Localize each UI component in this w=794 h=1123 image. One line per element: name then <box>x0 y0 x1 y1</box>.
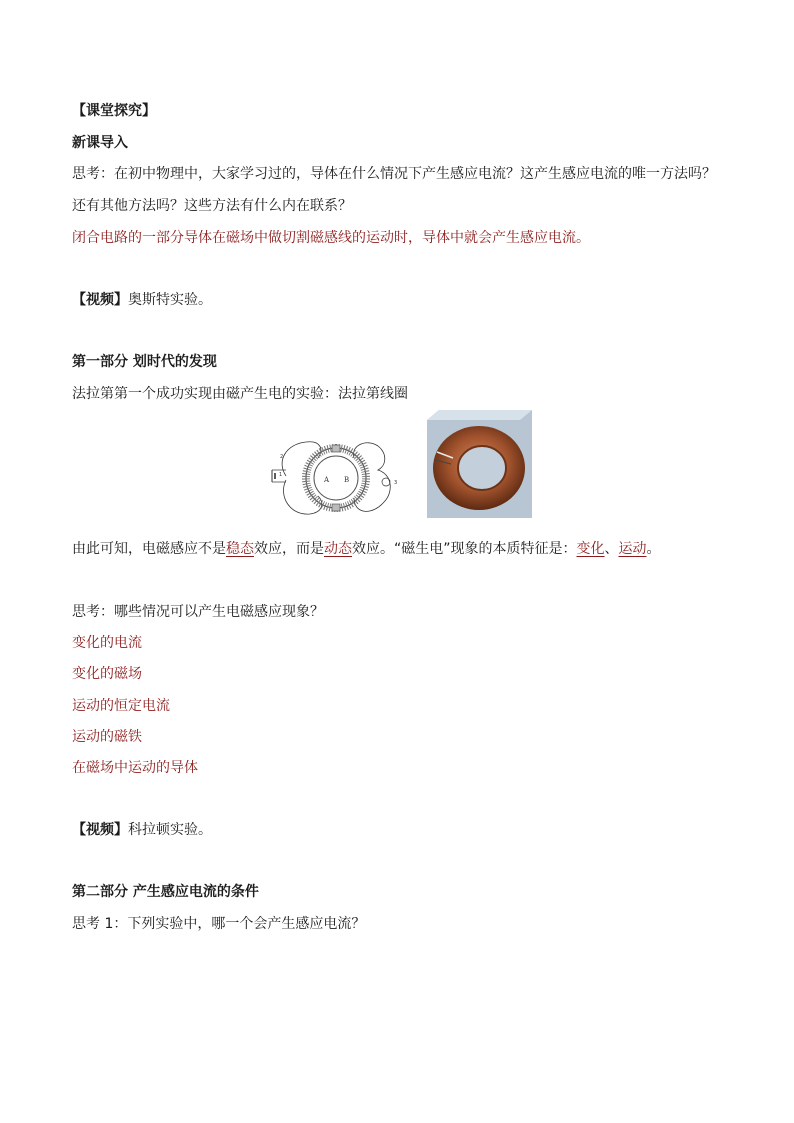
think-3: 思考 1：下列实验中，哪一个会产生感应电流？ <box>72 916 366 932</box>
label-1: 1 <box>279 472 283 478</box>
part1-title: 第一部分 划时代的发现 <box>72 354 217 370</box>
part2-title: 第二部分 产生感应电流的条件 <box>72 884 259 900</box>
label-a: A <box>324 476 330 484</box>
video-2-tag: 【视频】 <box>72 822 128 838</box>
coil-photo <box>427 410 532 518</box>
answer-motion: 运动 <box>618 541 647 557</box>
think-intro-line-1: 思考：在初中物理中，大家学习过的，导体在什么情况下产生感应电流？这产生感应电流的唯一方法吗？ <box>72 166 716 182</box>
new-lesson-title: 新课导入 <box>72 135 128 151</box>
conclusion-text-3: 效应。“磁生电”现象的本质特征是： <box>352 541 577 557</box>
section-header: 【课堂探究】 <box>72 103 156 119</box>
think-2: 思考：哪些情况可以产生电磁感应现象？ <box>72 604 324 620</box>
conclusion-line <box>72 539 661 559</box>
faraday-intro: 法拉第第一个成功实现由磁产生电的实验：法拉第线圈 <box>72 386 408 402</box>
video-1 <box>72 290 212 310</box>
conclusion-text-1: 由此可知，电磁感应不是 <box>72 541 226 557</box>
answer-change: 变化 <box>576 541 605 557</box>
video-1-tag: 【视频】 <box>72 292 128 308</box>
label-3: 3 <box>394 480 398 486</box>
conclusion-text-4: 、 <box>604 541 619 557</box>
answer-steady-state: 稳态 <box>226 541 254 557</box>
video-1-text: 奥斯特实验。 <box>128 292 212 308</box>
case-item: 运动的磁铁 <box>72 729 142 745</box>
conclusion-text-2: 效应，而是 <box>254 541 324 557</box>
label-b: B <box>344 476 350 484</box>
case-item: 变化的电流 <box>72 635 142 651</box>
case-item: 在磁场中运动的导体 <box>72 760 198 776</box>
video-2 <box>72 820 212 840</box>
answer-intro: 闭合电路的一部分导体在磁场中做切割磁感线的运动时，导体中就会产生感应电流。 <box>72 230 590 246</box>
video-2-text: 科拉顿实验。 <box>128 822 212 838</box>
case-item: 运动的恒定电流 <box>72 698 170 714</box>
conclusion-text-5: 。 <box>646 541 661 557</box>
answer-dynamic: 动态 <box>324 541 352 557</box>
case-item: 变化的磁场 <box>72 666 142 682</box>
think-intro-line-2: 还有其他方法吗？这些方法有什么内在联系？ <box>72 198 352 214</box>
faraday-ring-diagram <box>266 436 406 520</box>
label-2: 2 <box>280 454 284 460</box>
